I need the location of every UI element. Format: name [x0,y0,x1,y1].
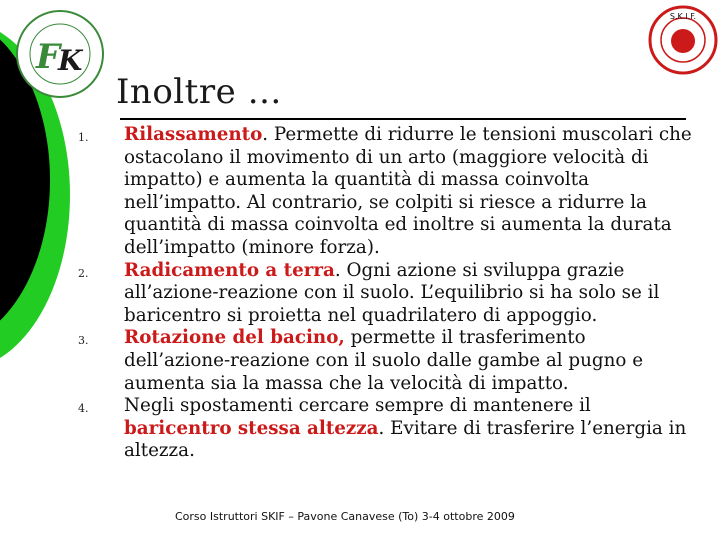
item-body: permette il trasferimento dell’azione-reazione con il suolo dalle gambe al pugno e aumenta sia la massa che la velocità di impatto. [124,327,644,394]
svg-text:K: K [58,44,83,77]
item-pre: Negli spostamenti cercare sempre di mantenere il [124,395,591,417]
item-text [124,395,692,463]
title-divider [120,118,686,120]
item-text [124,260,692,328]
slide-footer: Corso Istruttori SKIF – Pavone Canavese (To) 3-4 ottobre 2009 [175,510,515,523]
item-lead: Radicamento a terra [124,259,335,281]
svg-text:S.K.I.F.: S.K.I.F. [669,12,697,21]
list-item [70,124,695,260]
item-lead: Rilassamento [124,124,263,145]
item-body: . Ogni azione si sviluppa grazie all’azione-reazione con il suolo. L’equilibrio si ha solo se il baricentro si proietta nel quadrilatero di appoggio. [124,259,660,326]
item-number: 2. [78,266,89,280]
item-number: 1. [78,131,89,144]
fk-logo [14,8,106,100]
item-text [124,124,692,260]
item-lead: baricentro stessa altezza [124,417,379,439]
slide-title: Inoltre … [116,72,283,112]
list-item [70,327,695,395]
item-number: 4. [78,402,89,416]
bullet-list [70,124,695,463]
item-number: 3. [78,334,89,348]
item-text [124,327,692,395]
skif-logo [648,5,718,75]
item-lead: Rotazione del bacino, [124,327,345,349]
item-body: . Evitare di trasferire l’energia in altezza. [124,417,687,462]
item-body: . Permette di ridurre le tensioni muscolari che ostacolano il movimento di un arto (maggiore velocità di impatto) e aumenta la quantità di massa coinvolta nell’impatto. Al contrario, se colpiti si riesce a ridurre la quantità di massa coinvolta ed inoltre si aumenta la durata dell’impatto (minore forza). [124,124,692,258]
list-item [70,395,695,463]
svg-text:F: F [36,37,61,77]
list-item [70,260,695,328]
